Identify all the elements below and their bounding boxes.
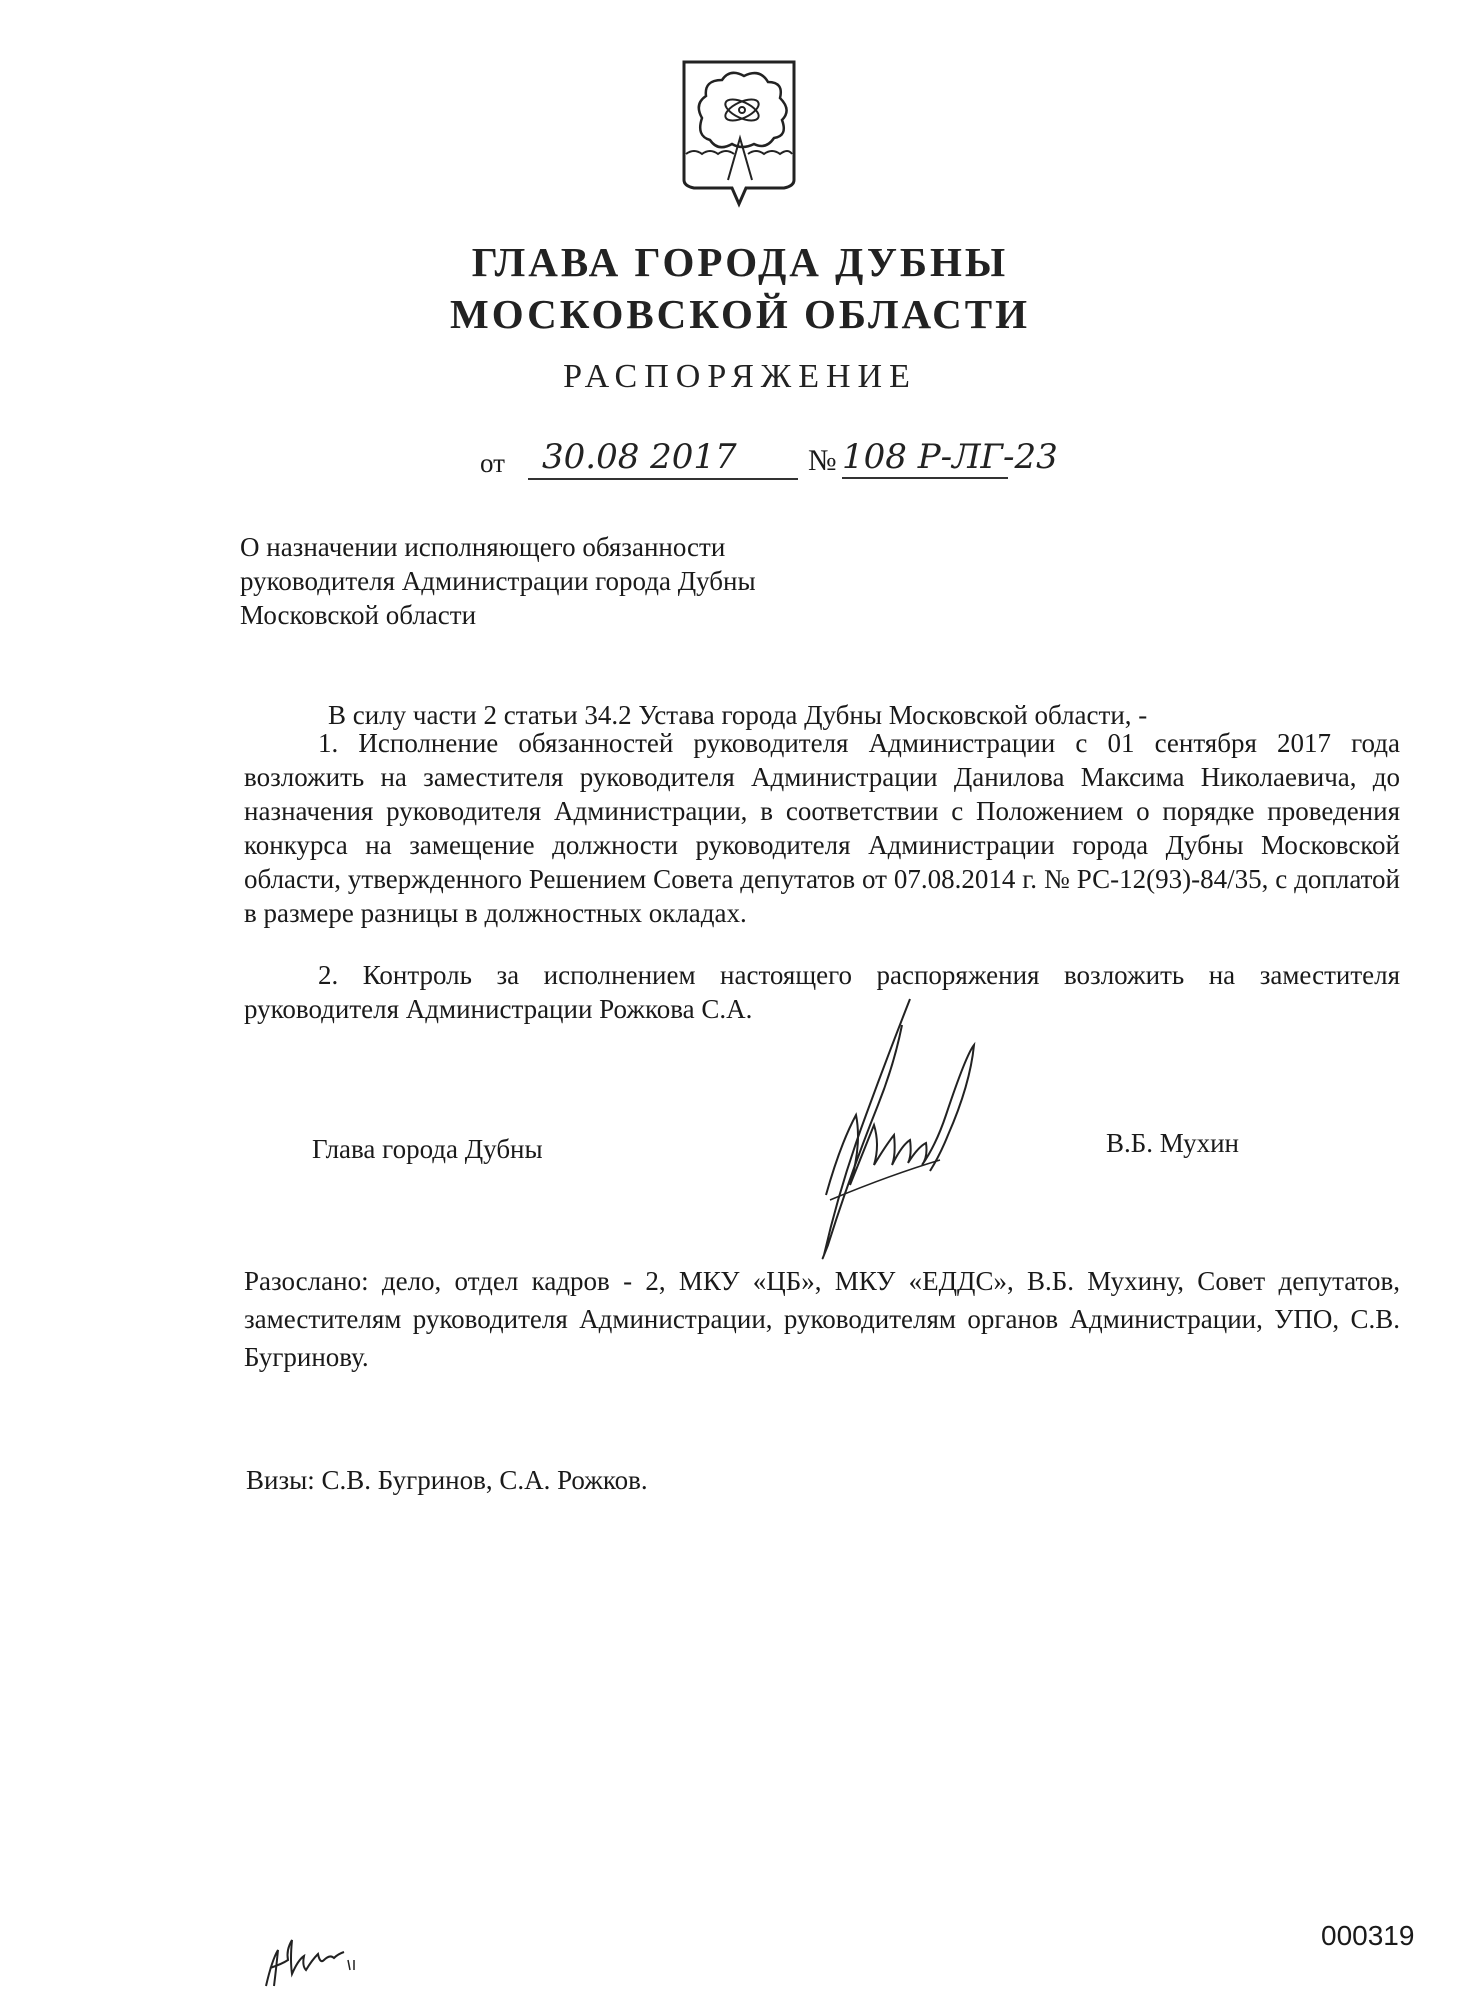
document-date: 30.08 2017 xyxy=(528,436,798,480)
document-authority-title: ГЛАВА ГОРОДА ДУБНЫ xyxy=(471,239,1009,285)
number-underline xyxy=(842,477,1008,479)
signatory-role: Глава города Дубны xyxy=(312,1134,543,1164)
handwritten-initials-icon xyxy=(262,1930,362,1990)
subject-line: О назначении исполняющего обязанности xyxy=(240,532,726,562)
signatory-name: В.Б. Мухин xyxy=(1106,1128,1239,1158)
document-authority-region: МОСКОВСКОЙ ОБЛАСТИ xyxy=(450,291,1030,337)
page-code: 000319 xyxy=(1321,1920,1415,1951)
coat-of-arms-icon xyxy=(680,58,798,206)
paragraph-1: 1. Исполнение обязанностей руководителя Администрации с 01 сентября 2017 года возложить на заместителя руководителя Администрации Данилова Максима Николаевича, до назначения руководителя Администрации, в соответствии с Положением о порядке проведения конкурса на замещение должности руководителя Администрации города Дубны Московской области, утвержденного Решением Совета депутатов от 07.08.2014 г. № РС-12(93)-84/35, с доплатой в размере разницы в должностных окладах. xyxy=(244,728,1400,928)
handwritten-signature-icon xyxy=(770,995,1040,1265)
distribution-list: Разослано: дело, отдел кадров - 2, МКУ «ЦБ», МКУ «ЕДДС», В.Б. Мухину, Совет депутатов, заместителям руководителя Администрации, руководителям органов Администрации, УПО, С.В. Бугринову. xyxy=(244,1266,1400,1372)
document-number: 108 Р-ЛГ-23 xyxy=(842,437,1058,477)
preamble: В силу части 2 статьи 34.2 Устава города Дубны Московской области, - xyxy=(328,700,1148,730)
date-label: от xyxy=(480,448,505,478)
number-sign: № xyxy=(808,444,837,477)
subject-line: руководителя Администрации города Дубны xyxy=(240,566,756,596)
visas: Визы: С.В. Бугринов, С.А. Рожков. xyxy=(246,1465,648,1495)
document-type-heading: РАСПОРЯЖЕНИЕ xyxy=(563,358,917,395)
subject-line: Московской области xyxy=(240,600,477,630)
paragraph-2: 2. Контроль за исполнением настоящего распоряжения возложить на заместителя руководителя Администрации Рожкова С.А. xyxy=(244,960,1400,1024)
document-subject xyxy=(240,530,940,632)
